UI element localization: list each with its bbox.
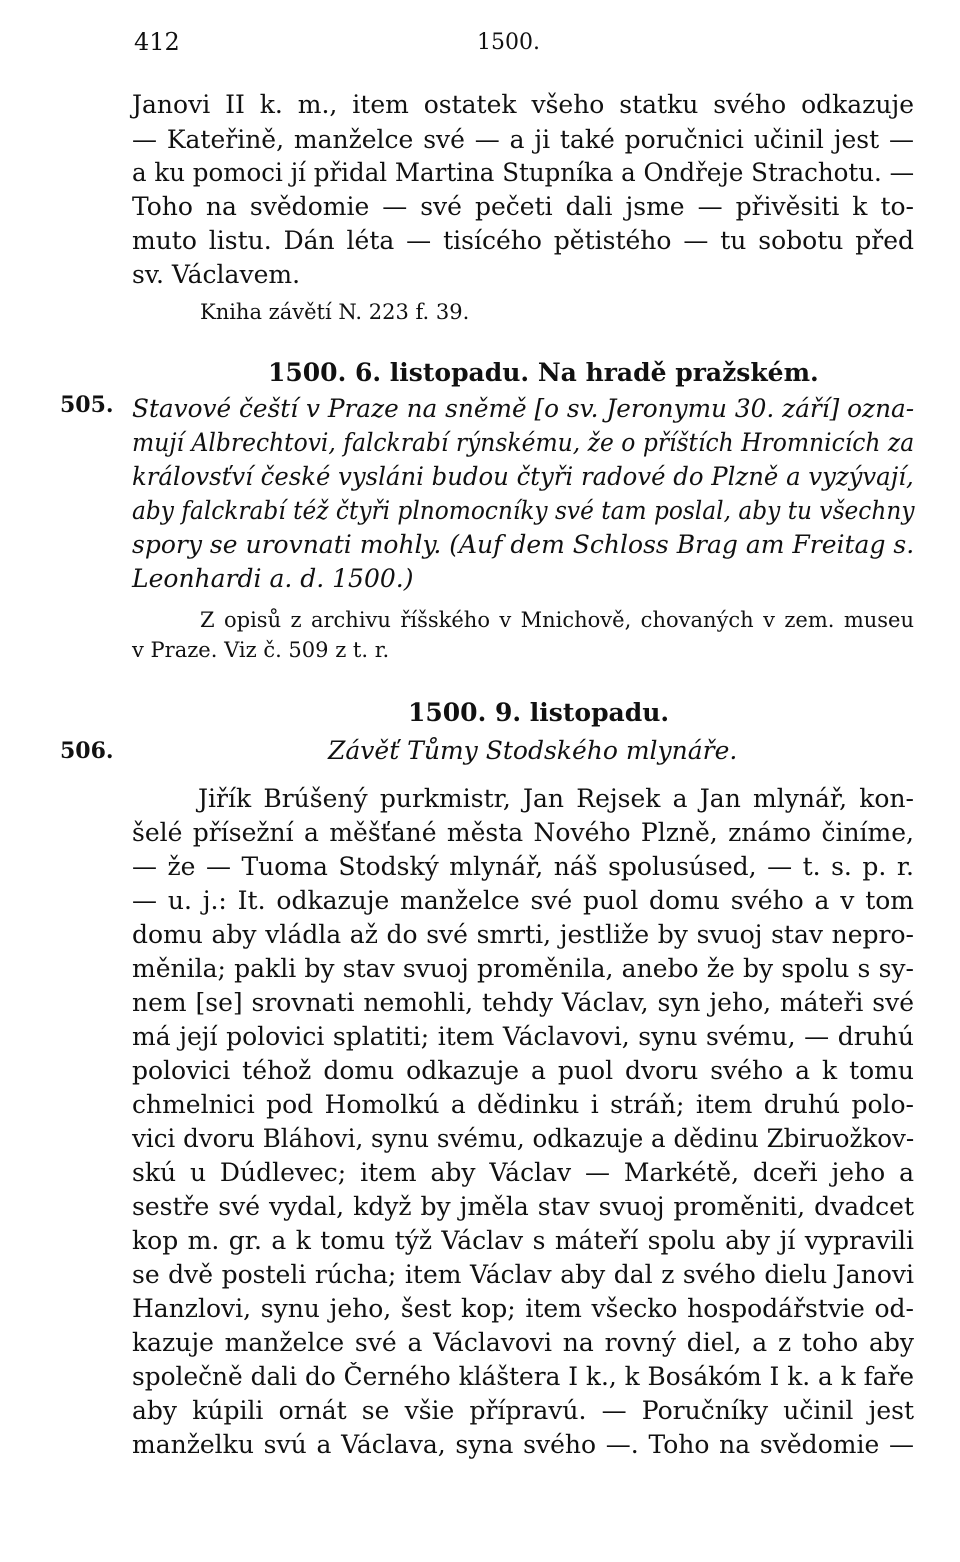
- body-line: Jiřík Brúšený purkmistr, Jan Rejsek a Jan mlynář, kon-: [198, 784, 914, 813]
- body-line: aby kúpili ornát se všie přípravú. — Poručníky učinil jest: [132, 1396, 914, 1425]
- text-line: Janovi II k. m., item ostatek všeho statku svého odkazuje: [132, 90, 914, 119]
- body-line: šelé přísežní a měšťané města Nového Plzně, známo činíme,: [132, 818, 914, 847]
- body-line: kop m. gr. a k tomu týž Václav s máteří spolu aby jí vypravili: [132, 1226, 914, 1255]
- summary-line: královsťví české vysláni budou čtyři radové do Plzně a vyzývají,: [132, 462, 914, 491]
- summary-line: Leonhardi a. d. 1500.): [132, 564, 414, 593]
- body-line: má její polovici splatiti; item Václavovi, synu svému, — druhú: [132, 1022, 914, 1051]
- body-line: kazuje manželce své a Václavovi na rovný diel, a z toho aby: [132, 1328, 914, 1357]
- body-line: se dvě posteli rúcha; item Václav aby dal z svého dielu Janovi: [132, 1260, 914, 1289]
- entry-number: 505.: [60, 392, 114, 418]
- body-line: manželku svú a Václava, syna svého —. Toho na svědomie —: [132, 1430, 914, 1459]
- text-line: Toho na svědomie — své pečeti dali jsme — přivěsiti k to-: [132, 192, 914, 221]
- summary-line: Stavové čeští v Praze na sněmě [o sv. Jeronymu 30. září] ozna-: [132, 394, 915, 423]
- body-line: společně dali do Černého kláštera I k., k Bosákóm I k. a k faře: [132, 1362, 915, 1391]
- entry-title: Závěť Tůmy Stodského mlynáře.: [328, 736, 738, 765]
- running-head: 1500.: [477, 30, 540, 55]
- entry-number: 506.: [60, 738, 114, 764]
- summary-line: mují Albrechtovi, falckrabí rýnskému, že o příštích Hromnicích za: [132, 428, 915, 457]
- source-citation: Z opisů z archivu říšského v Mnichově, chovaných v zem. museu: [200, 608, 914, 632]
- body-line: měnila; pakli by stav svuoj proměnila, anebo že by spolu s sy-: [132, 954, 914, 983]
- body-line: nem [se] srovnati nemohli, tehdy Václav, syn jeho, máteři své: [132, 988, 914, 1017]
- date-heading: 1500. 9. listopadu.: [408, 698, 670, 727]
- source-citation: Kniha závětí N. 223 f. 39.: [200, 300, 470, 324]
- text-line: — Kateřině, manželce své — a ji také poručnici učinil jest —: [132, 125, 914, 154]
- body-line: domu aby vládla až do své smrti, jestliže by svuoj stav nepro-: [132, 920, 914, 949]
- summary-line: spory se urovnati mohly. (Auf dem Schloss Brag am Freitag s.: [132, 530, 915, 559]
- page-number: 412: [134, 28, 180, 56]
- body-line: — že — Tuoma Stodský mlynář, náš spolusúsed, — t. s. p. r.: [132, 852, 914, 881]
- body-line: — u. j.: It. odkazuje manželce své puol domu svého a v tom: [132, 886, 914, 915]
- date-heading: 1500. 6. listopadu. Na hradě pražském.: [268, 358, 819, 387]
- body-line: chmelnici pod Homolkú a dědinku i stráň; item druhú polo-: [132, 1090, 914, 1119]
- body-line: vici dvoru Bláhovi, synu svému, odkazuje a dědinu Zbiruožkov-: [132, 1124, 915, 1153]
- text-line: sv. Václavem.: [132, 260, 301, 289]
- text-line: muto listu. Dán léta — tisícého pětistého — tu sobotu před: [132, 226, 914, 255]
- body-line: polovici téhož domu odkazuje a puol dvoru svého a k tomu: [132, 1056, 914, 1085]
- body-line: Hanzlovi, synu jeho, šest kop; item všecko hospodářstvie od-: [132, 1294, 914, 1323]
- body-line: sestře své vydal, když by jměla stav svuoj proměniti, dvadcet: [132, 1192, 914, 1221]
- summary-line: aby falckrabí též čtyři plnomocníky své tam poslal, aby tu všechny: [132, 496, 915, 525]
- body-line: skú u Dúdlevec; item aby Václav — Markétě, dceři jeho a: [132, 1158, 914, 1187]
- source-citation: v Praze. Viz č. 509 z t. r.: [132, 638, 390, 662]
- text-line: a ku pomoci jí přidal Martina Stupníka a Ondřeje Strachotu. —: [132, 158, 915, 187]
